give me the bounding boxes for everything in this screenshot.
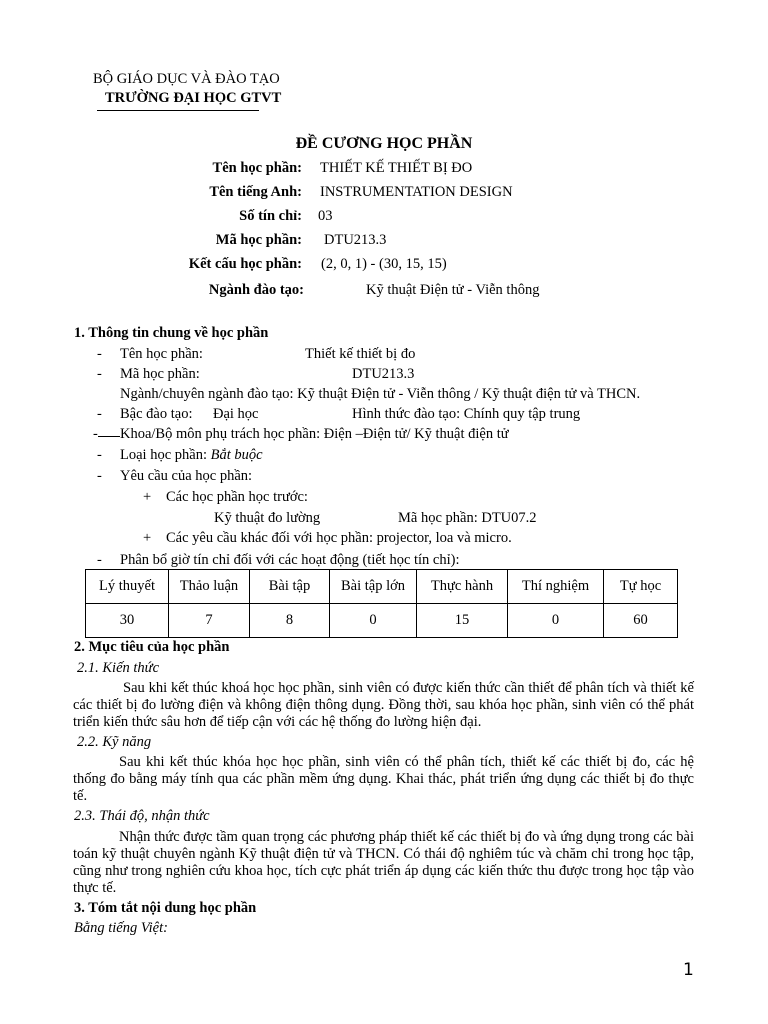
table-row: [86, 570, 678, 604]
table-header-cell: Thảo luận: [169, 570, 250, 604]
course-code-label: Mã học phần:: [120, 366, 200, 382]
info-value: INSTRUMENTATION DESIGN: [320, 184, 513, 200]
bullet-dash: -: [97, 552, 102, 568]
bullet-dash: -: [93, 426, 96, 442]
section-heading: 2. Mục tiêu của học phần: [74, 639, 230, 655]
subsection-title: 2.1. Kiến thức: [77, 660, 160, 676]
bullet-dash: -: [97, 447, 102, 463]
info-value: 03: [318, 208, 333, 224]
table-cell: 30: [86, 604, 169, 638]
section-heading: 3. Tóm tắt nội dung học phần: [74, 900, 257, 916]
bullet-dash: -: [97, 366, 102, 382]
table-cell: 7: [169, 604, 250, 638]
paragraph: [73, 680, 694, 731]
bullet-dash: -: [97, 406, 102, 422]
info-label: Mã học phần:: [215, 232, 302, 248]
table-cell: 15: [417, 604, 508, 638]
allocation-line: Phân bổ giờ tín chỉ đối với các hoạt động (tiết học tín chỉ):: [120, 552, 460, 568]
course-name-label: Tên học phần:: [120, 346, 203, 362]
section-heading: 1. Thông tin chung về học phần: [74, 325, 269, 341]
info-value: THIẾT KẾ THIẾT BỊ ĐO: [320, 160, 473, 176]
prerequisite-code: Mã học phần: DTU07.2: [398, 510, 537, 526]
document-title: ĐỀ CƯƠNG HỌC PHẦN: [295, 135, 473, 152]
info-value: Kỹ thuật Điện tử - Viễn thông: [366, 282, 540, 298]
table-cell: 8: [250, 604, 330, 638]
info-label: Ngành đào tạo:: [208, 282, 304, 298]
other-requirements: Các yêu cầu khác đối với học phần: projector, loa và micro.: [166, 530, 512, 546]
table-header-cell: Lý thuyết: [86, 570, 169, 604]
info-label: Tên tiếng Anh:: [209, 184, 302, 200]
table-header-cell: Thí nghiệm: [508, 570, 604, 604]
bullet-dash: -: [97, 468, 102, 484]
subsection-title: 2.3. Thái độ, nhận thức: [74, 808, 210, 824]
school-name: TRƯỜNG ĐẠI HỌC GTVT: [105, 90, 282, 106]
faculty-line: Khoa/Bộ môn phụ trách học phần: Điện –Điện tử/ Kỹ thuật điện tử: [120, 426, 509, 442]
requirements-line: Yêu cầu của học phần:: [120, 468, 253, 484]
major-line: Ngành/chuyên ngành đào tạo: Kỹ thuật Điện tử - Viễn thông / Kỹ thuật điện tử và THCN.: [120, 386, 641, 402]
prerequisites-label: Các học phần học trước:: [166, 489, 308, 505]
info-label: Kết cấu học phần:: [188, 256, 302, 272]
course-name-value: Thiết kế thiết bị đo: [305, 346, 416, 362]
level-label: Bậc đào tạo:: [120, 406, 193, 422]
paragraph-text: Sau khi kết thúc khóa học học phần, sinh viên có thể phân tích, thiết kế các thiết bị đo, các hệ thống đo bằng máy tính qua các phần mềm ứng dụng. Khai thác, phát triển ứng dụng các thiết bị đo thực tế.: [73, 754, 694, 804]
ministry-name: BỘ GIÁO DỤC VÀ ĐÀO TẠO: [93, 71, 280, 87]
course-type: [120, 447, 263, 464]
prerequisite-name: Kỹ thuật đo lường: [214, 510, 321, 526]
course-type-value: Bắt buộc: [210, 447, 263, 463]
table-header-cell: Bài tập: [250, 570, 330, 604]
header-divider: [97, 110, 259, 111]
subsection-title: Bằng tiếng Việt:: [74, 920, 168, 936]
bullet-plus: +: [143, 530, 152, 546]
course-type-label: Loại học phần:: [120, 447, 207, 463]
course-code-value: DTU213.3: [352, 366, 415, 382]
table-row: [86, 604, 678, 638]
bullet-plus: +: [143, 489, 152, 505]
training-form: Hình thức đào tạo: Chính quy tập trung: [352, 406, 581, 422]
paragraph: [73, 754, 694, 805]
dash-line: [98, 436, 120, 437]
info-label: Tên học phần:: [212, 160, 302, 176]
page-number: 1: [683, 960, 694, 980]
info-value: DTU213.3: [324, 232, 387, 248]
hours-table: [85, 569, 678, 638]
table-header-cell: Bài tập lớn: [330, 570, 417, 604]
info-value: (2, 0, 1) - (30, 15, 15): [321, 256, 447, 272]
table-header-cell: Thực hành: [417, 570, 508, 604]
table-cell: 0: [508, 604, 604, 638]
subsection-title: 2.2. Kỹ năng: [77, 734, 152, 750]
table-header-cell: Tự học: [604, 570, 678, 604]
bullet-dash: -: [97, 346, 102, 362]
paragraph-text: Nhận thức được tầm quan trọng các phương pháp thiết kế các thiết bị đo và ứng dụng trong các bài toán kỹ thuật chuyên ngành Kỹ thuật điện tử và THCN. Có thái độ nghiêm túc và chăm chỉ trong học tập, cũng như trong nghiên cứu khoa học, tích cực phát triển áp dụng các kiến thức thu được trong học tập vào thực tế.: [73, 829, 694, 896]
paragraph-text: Sau khi kết thúc khoá học học phần, sinh viên có được kiến thức cần thiết để phân tích và thiết kế các thiết bị đo lường điện và không điện thông dụng. Đồng thời, sau khóa học phần, sinh viên có thể phát triển kiến thức sâu hơn để tiếp cận với các hệ thống đo lường hiện đại.: [73, 680, 694, 730]
info-label: Số tín chỉ:: [239, 208, 302, 224]
level-value: Đại học: [213, 406, 259, 422]
table-cell: 60: [604, 604, 678, 638]
table-cell: 0: [330, 604, 417, 638]
paragraph: [73, 829, 694, 897]
